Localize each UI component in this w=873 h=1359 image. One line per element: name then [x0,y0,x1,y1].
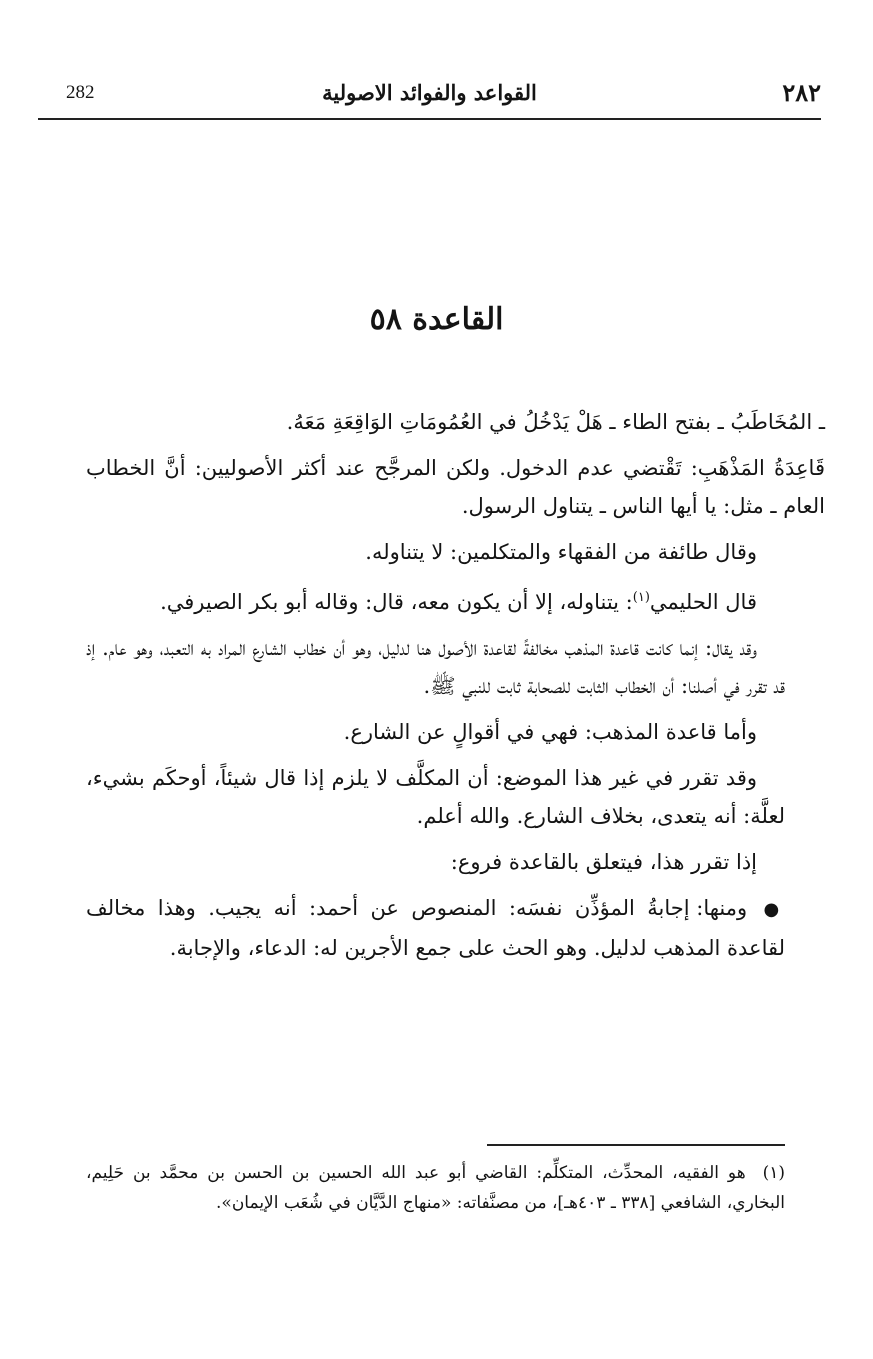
footnote-divider [487,1144,785,1146]
paragraph-halimi [86,579,785,621]
branch-text: ومنها: إجابةُ المؤذِّن نفسَه: المنصوص عن أحمد: أنه يجيب. وهذا مخالف لقاعدة المذهب لدليل. وهو الحث على جمع الأجرين له: الدعاء، والإجابة. [86,896,785,960]
paragraph-topic: ـ المُخَاطَبُ ـ بفتح الطاء ـ هَلْ يَدْخُلُ في العُمُومَاتِ الوَاقِعَةِ مَعَهُ. [286,410,825,434]
paragraph-fuqaha: وقال طائفة من الفقهاء والمتكلمين: لا يتناوله. [365,540,757,564]
main-text [86,403,825,975]
paragraph-shari-sayings: وأما قاعدة المذهب: فهي في أقوالٍ عن الشارع. [343,720,757,744]
footnote-text: هو الفقيه، المحدِّث، المتكلِّم: القاضي أبو عبد الله الحسين بن الحسن بن محمَّد بن حَلِيم، البخاري، الشافعي [٣٣٨ ـ ٤٠٣هـ]، من مصنَّفاته: «منهاج الدَّيَّان في شُعَب الإيمان». [86,1163,785,1213]
paragraph-madhhab-rule: قَاعِدَةُ المَذْهَبِ: تَقْتضي عدم الدخول. ولكن المرجَّح عند أكثر الأصوليين: أنَّ الخطاب العام ـ مثل: يا أيها الناس ـ يتناول الرسول. [86,456,825,518]
page-number-latin: 282 [66,82,95,103]
running-head [38,78,821,120]
paragraph-branch-muadhdhin [86,889,785,967]
paragraph-branches-intro: إذا تقرر هذا، فيتعلق بالقاعدة فروع: [450,850,757,874]
footnote-reference[interactable]: (١) [632,590,650,605]
halimi-name: قال الحليمي [649,590,757,614]
paragraph-mukallaf: وقد تقرر في غير هذا الموضع: أن المكلَّف لا يلزم إذا قال شيئاً، أوحكَم بشيء، لعلَّة: أنه يتعدى، بخلاف الشارع. والله أعلم. [86,766,785,828]
running-title: القواعد والفوائد الاصولية [322,80,537,105]
footnote [86,1158,785,1218]
footnote-mark: (١) [762,1163,785,1183]
rule-heading: القاعدة ٥٨ [369,302,504,337]
halimi-text: : يتناوله، إلا أن يكون معه، قال: وقاله أبو بكر الصيرفي. [160,590,633,614]
bullet-icon: ● [763,899,785,920]
paragraph-argument: وقد يقال: إنما كانت قاعدة المذهب مخالفةً لقاعدة الأصول هنا لدليل، وهو أن خطاب الشارع المراد به التعبد، وهو عام. إذ قد تقرر في أصلنا: أن الخطاب الثابت للصحابة ثابت للنبي ﷺ. [86,636,785,698]
page-number-arabic: ٢٨٢ [782,78,821,107]
